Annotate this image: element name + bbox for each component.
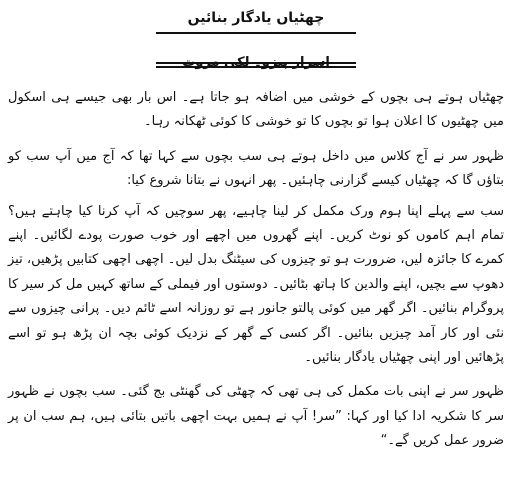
article-byline: اسرار پیزو۔ لکی مروت [182, 55, 330, 70]
paragraph-intro: چھٹیاں ہوتے ہی بچوں کے خوشی میں اضافہ ہو جاتا ہے۔ اس بار بھی جیسے ہی اسکول میں چھٹیوں کا اعلان ہوا تو بچوں کا تو خوشی کا کوئی ٹھکانہ رہا۔ [8, 90, 504, 130]
paragraph-teacher: ظہور سر نے آج کلاس میں داخل ہوتے ہی سب بچوں سے کہا تھا کہ آج میں آپ سب کو بتاؤں گا کہ چھٹیاں کیسے گزارنی چاہئیں۔ پھر انہوں نے بتانا شروع کیا: [8, 148, 504, 189]
article-title: چھٹیاں یادگار بنائیں [187, 10, 325, 26]
paragraph-ending: ظہور سر نے اپنی بات مکمل کی ہی تھی کہ چھٹی کی گھنٹی بج گئی۔ سب بچوں نے ظہور سر کا شکریہ ادا کیا اور کہا: ”سر! آپ نے ہمیں بہت اچھی باتیں بتائی ہیں، ہم سب ان پر ضرور عمل کریں گے۔“ [8, 384, 504, 449]
article-body [8, 86, 504, 454]
article-header [8, 6, 504, 68]
title-underline [156, 32, 356, 34]
paragraph-advice: سب سے پہلے اپنا ہوم ورک مکمل کر لینا چاہیے، پھر سوچیں کہ آپ کرنا کیا چاہتے ہیں؟ تمام اہم کاموں کو نوٹ کریں۔ اپنے گھروں میں اچھے اور خوب صورت پودے لگائیں۔ اپنے کمرے کا جائزہ لیں، ضرورت ہو تو چیزوں کی سیٹنگ بدل لیں۔ اچھی اچھی کتابیں پڑھیں، تیز دھوپ سے بچیں، اپنے والدین کا ہاتھ بٹائیں۔ دوستوں اور فیملی کے ساتھ کہیں مل کر سیر کا پروگرام بنائیں۔ اگر گھر میں کوئی پالتو جانور ہے تو روزانہ اسے ٹائم دیں۔ پرانی چیزوں سے نئی اور کار آمد چیزیں بنائیں۔ اگر کسی کے گھر کے نزدیک کوئی بچہ ان پڑھ ہو تو اسے پڑھائیں اور اپنی چھٹیاں یادگار بنائیں۔ [8, 203, 504, 366]
